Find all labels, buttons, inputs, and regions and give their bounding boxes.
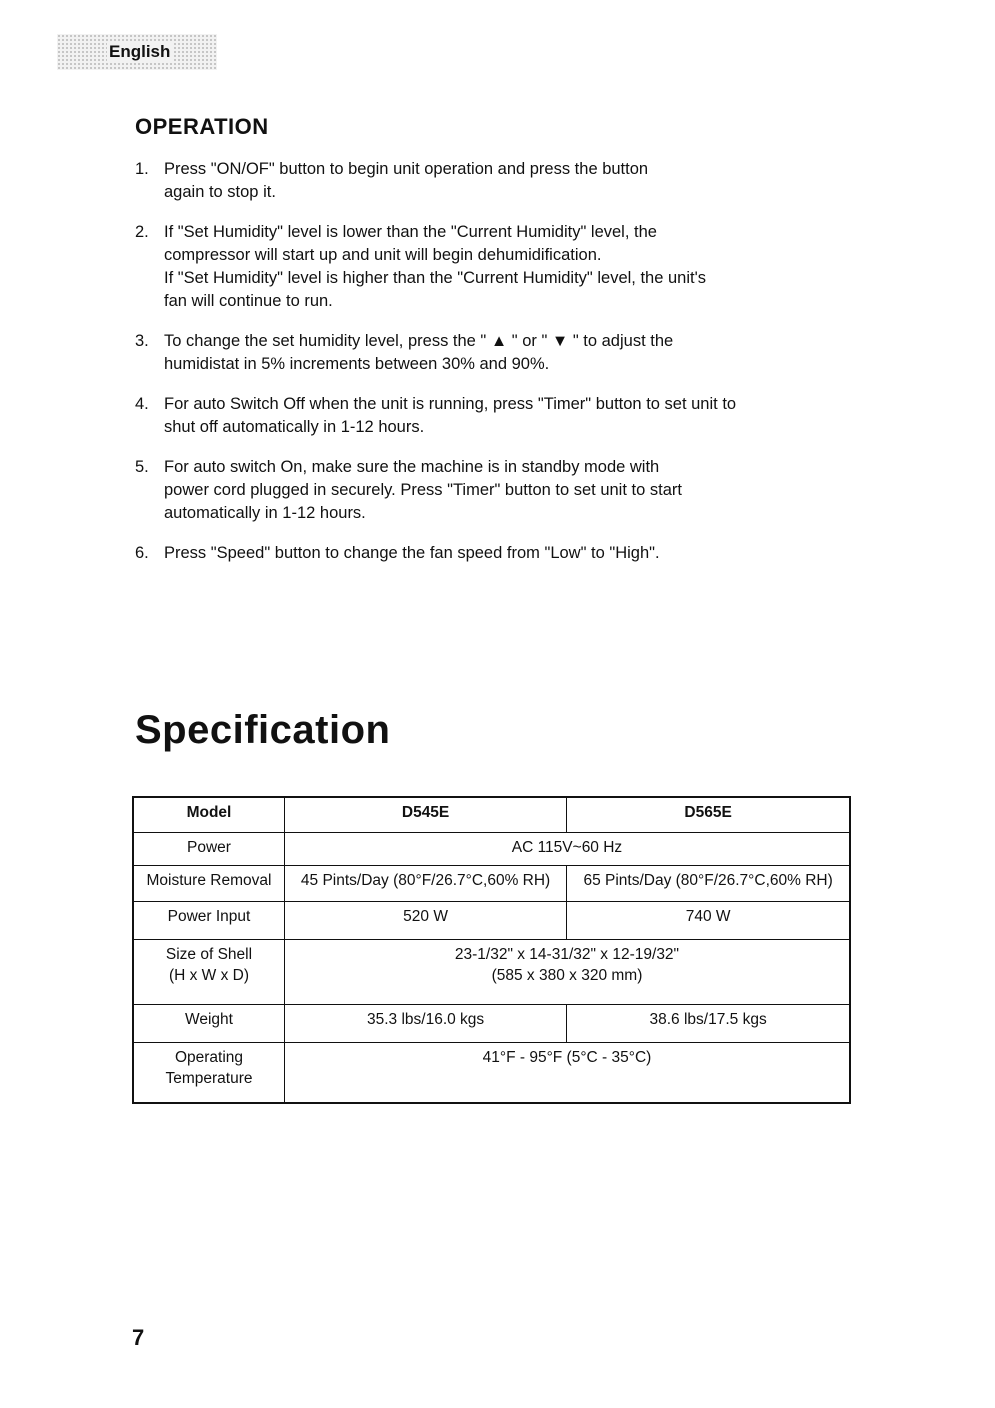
step-line: To change the set humidity level, press the " ▲ " or " ▼ " to adjust the [164,332,674,350]
table-row [133,901,850,939]
step-line: For auto switch On, make sure the machine is in standby mode with [164,458,660,476]
operating-temp-label [133,1042,284,1103]
page-number: 7 [132,1325,145,1350]
table-row [133,797,850,832]
language-label: English [109,42,171,61]
operation-step [135,330,855,376]
operation-steps [135,158,855,582]
moisture-d565e: 65 Pints/Day (80°F/26.7°C,60% RH) [567,865,850,901]
step-line: automatically in 1-12 hours. [164,504,366,522]
language-tag [57,34,217,70]
specification-title: Specification [135,708,391,752]
step-number: 5. [135,458,149,476]
model-d545e: D545E [284,797,566,832]
step-line: Press "Speed" button to change the fan speed from "Low" to "High". [164,544,660,562]
operation-title: OPERATION [135,114,269,139]
power-input-label: Power Input [133,901,284,939]
size-value-line: 23-1/32" x 14-31/32" x 12-19/32" [454,945,680,963]
power-label: Power [133,832,284,865]
operating-temp-label-line: Temperature [165,1069,253,1087]
step-line: For auto Switch Off when the unit is running, press "Timer" button to set unit to [164,395,737,413]
model-label: Model [133,797,284,832]
size-label [133,939,284,1004]
step-line: If "Set Humidity" level is lower than the "Current Humidity" level, the [164,223,657,241]
size-value [284,939,850,1004]
model-d565e: D565E [567,797,850,832]
weight-d565e: 38.6 lbs/17.5 kgs [567,1004,850,1042]
table-row [133,1042,850,1103]
operation-step [135,542,855,565]
weight-d545e: 35.3 lbs/16.0 kgs [284,1004,566,1042]
table-row [133,1004,850,1042]
operation-step [135,221,855,313]
size-value-line: (585 x 380 x 320 mm) [491,966,643,984]
operation-step [135,456,855,525]
operating-temp-value: 41°F - 95°F (5°C - 35°C) [284,1042,850,1103]
step-line: If "Set Humidity" level is higher than the "Current Humidity" level, the unit's [164,269,706,287]
step-number: 3. [135,332,149,350]
step-number: 1. [135,160,149,178]
step-number: 4. [135,395,149,413]
power-input-d565e: 740 W [567,901,850,939]
power-value: AC 115V~60 Hz [284,832,850,865]
step-line: humidistat in 5% increments between 30% and 90%. [164,355,550,373]
table-row [133,832,850,865]
operation-step [135,393,855,439]
step-line: again to stop it. [164,183,276,201]
table-row [133,939,850,1004]
moisture-label: Moisture Removal [133,865,284,901]
moisture-d545e: 45 Pints/Day (80°F/26.7°C,60% RH) [284,865,566,901]
step-number: 2. [135,223,149,241]
step-line: power cord plugged in securely. Press "Timer" button to set unit to start [164,481,682,499]
table-row [133,865,850,901]
step-line: fan will continue to run. [164,292,333,310]
operating-temp-label-line: Operating [174,1048,244,1066]
step-line: Press "ON/OF" button to begin unit operation and press the button [164,160,649,178]
step-number: 6. [135,544,149,562]
size-label-line: (H x W x D) [168,966,250,984]
step-line: compressor will start up and unit will begin dehumidification. [164,246,602,264]
operation-step [135,158,855,204]
step-line: shut off automatically in 1-12 hours. [164,418,425,436]
specification-table [132,796,851,1104]
weight-label: Weight [133,1004,284,1042]
power-input-d545e: 520 W [284,901,566,939]
size-label-line: Size of Shell [165,945,253,963]
